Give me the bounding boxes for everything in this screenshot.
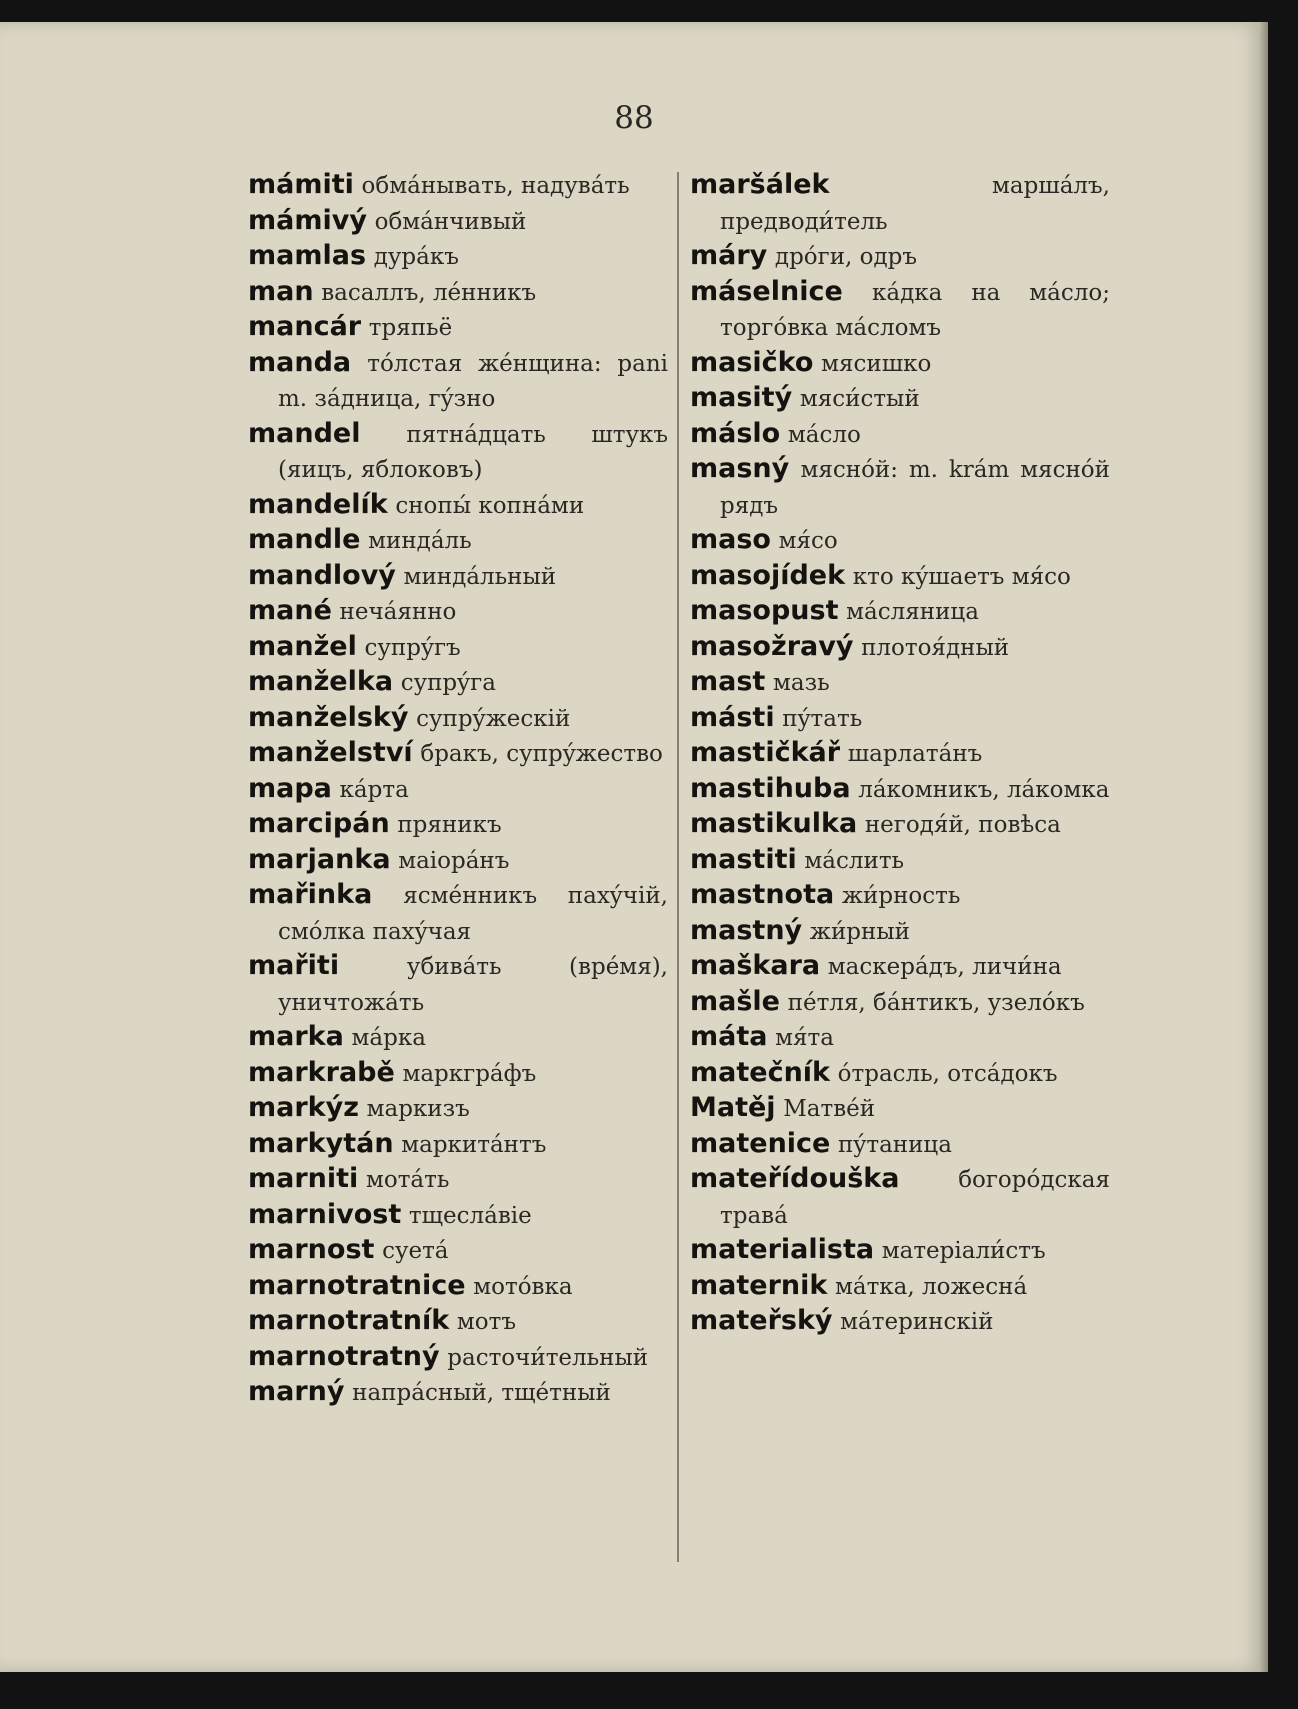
entry-headword: Matěj [690,1092,776,1123]
dictionary-entry [248,1056,668,1092]
entry-headword: marnivost [248,1198,402,1230]
dictionary-entry [248,239,668,275]
entry-headword: manželství [248,737,413,768]
entry-translation: мя́со [778,528,838,554]
entry-headword: mašle [690,985,780,1017]
dictionary-entry [248,1091,668,1127]
dictionary-entry [690,630,1110,666]
entry-translation: снопы́ копнáми [395,492,585,519]
entry-translation: мяси́стый [799,386,920,412]
dictionary-entry [248,559,668,595]
entry-headword: mastný [690,914,803,946]
dictionary-entry [248,878,668,949]
entry-headword: máta [690,1021,768,1052]
dictionary-entry [248,275,668,311]
entry-translation: мáсло [787,421,861,448]
entry-headword: markýz [248,1092,359,1123]
dictionary-entry [690,559,1110,595]
entry-translation: кто кýшаетъ мя́со [852,563,1071,590]
page-spine-shadow [1260,22,1268,1672]
entry-headword: maternik [690,1269,828,1301]
dictionary-entry [248,346,668,417]
dictionary-entry [690,807,1110,843]
entry-headword: mandel [248,417,361,449]
dictionary-entry [690,914,1110,950]
dictionary-entry [248,1198,668,1234]
dictionary-page [0,22,1268,1672]
entry-headword: marjanka [248,843,391,875]
entry-translation: нечáянно [339,599,457,625]
entry-translation: мя́та [775,1025,834,1051]
entry-translation: пятнáдцать штукъ (яицъ, яблоковъ) [278,421,668,483]
dictionary-entry [248,204,668,240]
entry-headword: mandle [248,524,361,555]
dictionary-entry [248,701,668,737]
entry-headword: manželský [248,701,409,733]
entry-headword: manžel [248,630,357,662]
left-column [248,168,668,1411]
entry-translation: мяснóй: m. krám мяснóй рядъ [720,457,1110,519]
dictionary-entry [690,381,1110,417]
dictionary-entry [248,949,668,1020]
entry-headword: mařinka [248,879,373,910]
dictionary-entry [248,310,668,346]
entry-headword: mastikulka [690,808,858,839]
entry-headword: máselnice [690,275,843,307]
dictionary-entry [248,417,668,488]
entry-headword: mateřídouška [690,1163,900,1194]
entry-headword: mapa [248,772,332,804]
entry-translation: мáрка [351,1025,426,1051]
entry-translation: негодя́й, повѣса [864,812,1061,838]
dictionary-entry [690,417,1110,453]
entry-translation: пýтаница [838,1131,952,1158]
entry-translation: жи́рный [809,918,910,945]
entry-headword: maškara [690,950,821,981]
entry-headword: mastnota [690,879,835,910]
entry-headword: masitý [690,382,793,413]
dictionary-entry [248,523,668,559]
dictionary-entry [690,1020,1110,1056]
entry-headword: man [248,275,314,307]
entry-headword: marnotratník [248,1305,450,1336]
entry-headword: mané [248,595,332,626]
dictionary-entry [248,1269,668,1305]
entry-translation: мясишко [821,350,932,377]
entry-headword: matečník [690,1056,831,1088]
entry-headword: mateřský [690,1305,833,1336]
entry-headword: marniti [248,1163,359,1194]
entry-translation: лáкомникъ, лáкомка [858,776,1110,803]
dictionary-entry [690,949,1110,985]
entry-translation: супрýжескій [416,705,571,732]
entry-headword: mamlas [248,240,367,271]
entry-translation: мотóвка [473,1273,573,1300]
entry-headword: markytán [248,1127,394,1159]
entry-headword: mastičkář [690,737,841,768]
entry-headword: maso [690,524,771,555]
entry-headword: mast [690,666,766,697]
entry-translation: маіорáнъ [398,847,510,874]
dictionary-entry [690,346,1110,382]
dictionary-entry [248,843,668,879]
entry-translation: расточи́тельный [447,1344,649,1371]
dictionary-entry [690,985,1110,1021]
entry-translation: богорóдская травá [720,1167,1110,1229]
entry-headword: materialista [690,1234,875,1265]
entry-translation: маркизъ [366,1096,470,1122]
entry-translation: пряникъ [397,812,502,838]
entry-headword: markrabě [248,1056,395,1088]
entry-translation: маскерáдъ, личи́на [827,954,1062,980]
dictionary-entry [248,630,668,666]
dictionary-entry [690,736,1110,772]
entry-headword: mastiti [690,843,797,875]
dictionary-entry [690,665,1110,701]
dictionary-entry [690,239,1110,275]
dictionary-entry [248,1233,668,1269]
entry-translation: суетá [382,1238,449,1264]
entry-translation: Матвéй [783,1096,876,1122]
entry-translation: маркитáнтъ [401,1131,547,1158]
entry-translation: миндáль [368,528,472,554]
entry-translation: плотоя́дный [861,634,1010,661]
entry-headword: marný [248,1376,345,1407]
entry-translation: мазь [772,670,830,696]
entry-headword: masojídek [690,559,846,591]
entry-translation: óтрасль, отсáдокъ [837,1060,1058,1087]
entry-headword: marnotratnice [248,1269,466,1301]
dictionary-entry [690,1127,1110,1163]
entry-translation: жи́рность [841,883,961,909]
entry-translation: убивáть (врéмя), уничтожáть [278,954,668,1016]
entry-headword: masičko [690,346,814,378]
entry-translation: супрýга [400,670,496,696]
right-column [690,168,1110,1340]
dictionary-entry [690,1162,1110,1233]
entry-headword: máslo [690,417,781,449]
dictionary-entry [248,736,668,772]
entry-headword: marnost [248,1234,375,1265]
entry-translation: дрóги, одръ [774,244,918,270]
dictionary-entry [690,594,1110,630]
entry-headword: maršálek [690,169,830,200]
dictionary-entry [248,1340,668,1376]
entry-translation: тщеслáвіе [408,1202,532,1229]
dictionary-entry [248,772,668,808]
entry-headword: mastihuba [690,772,851,804]
dictionary-entry [690,1304,1110,1340]
entry-translation: супрýгъ [364,634,461,661]
entry-translation: обмáнчивый [374,208,527,235]
entry-translation: ясмéнникъ пахýчій, смóлка пахýчая [278,883,668,945]
entry-translation: маркгрáфъ [402,1060,537,1087]
dictionary-entry [248,807,668,843]
entry-headword: másti [690,701,775,733]
dictionary-entry [248,1375,668,1411]
dictionary-entry [248,1162,668,1198]
entry-translation: кáрта [339,776,409,803]
entry-translation: маршáлъ, предводи́тель [720,173,1110,235]
dictionary-entry [690,523,1110,559]
entry-translation: мáтка, ложеснá [834,1273,1028,1300]
entry-translation: обмáнывать, надувáть [361,173,630,199]
entry-headword: marnotratný [248,1340,440,1372]
page-number: 88 [614,100,654,136]
entry-translation: матеріали́стъ [881,1238,1046,1264]
dictionary-entry [690,452,1110,523]
entry-translation: тóлстая жéнщина: pani m. зáдница, гýзно [278,350,668,412]
entry-headword: masožravý [690,630,854,662]
entry-translation: бракъ, супрýжество [420,741,663,767]
entry-headword: masopust [690,595,839,626]
dictionary-entry [690,878,1110,914]
dictionary-entry [690,1269,1110,1305]
entry-headword: manželka [248,666,394,697]
entry-headword: marcipán [248,808,390,839]
dictionary-entry [690,843,1110,879]
entry-translation: мотáть [365,1167,450,1193]
entry-headword: mámivý [248,204,367,236]
entry-translation: васаллъ, лéнникъ [321,279,537,306]
dictionary-entry [248,594,668,630]
entry-headword: masný [690,453,790,484]
dictionary-entry [690,275,1110,346]
dictionary-entry [690,701,1110,737]
dictionary-entry [248,488,668,524]
dictionary-entry [248,1020,668,1056]
entry-translation: пéтля, бáнтикъ, узелóкъ [787,989,1085,1016]
entry-headword: mandlový [248,559,396,591]
entry-headword: mámiti [248,169,354,200]
entry-translation: тряпьё [368,315,453,341]
entry-headword: manda [248,346,352,378]
entry-headword: mandelík [248,488,388,520]
dictionary-entry [248,1304,668,1340]
dictionary-entry [690,1056,1110,1092]
entry-headword: máry [690,240,768,271]
entry-headword: mancár [248,311,362,342]
entry-translation: пýтать [782,705,863,732]
dictionary-entry [248,1127,668,1163]
dictionary-entry [690,772,1110,808]
entry-translation: шарлатáнъ [847,741,983,767]
dictionary-entry [690,168,1110,239]
entry-translation: кáдка на мáсло; торгóвка мáсломъ [720,279,1110,341]
dictionary-entry [690,1091,1110,1127]
entry-headword: mařiti [248,950,340,981]
dictionary-entry [248,665,668,701]
entry-translation: мáсляница [846,599,979,625]
entry-headword: matenice [690,1127,831,1159]
dictionary-entry [248,168,668,204]
entry-translation: миндáльный [403,563,557,590]
entry-translation: мáслить [804,847,905,874]
dictionary-entry [690,1233,1110,1269]
entry-translation: дурáкъ [373,244,459,270]
entry-translation: мотъ [456,1309,516,1335]
column-divider [677,172,679,1562]
entry-translation: напрáсный, тщéтный [352,1380,611,1406]
entry-translation: мáтеринскій [840,1309,994,1335]
entry-headword: marka [248,1021,344,1052]
